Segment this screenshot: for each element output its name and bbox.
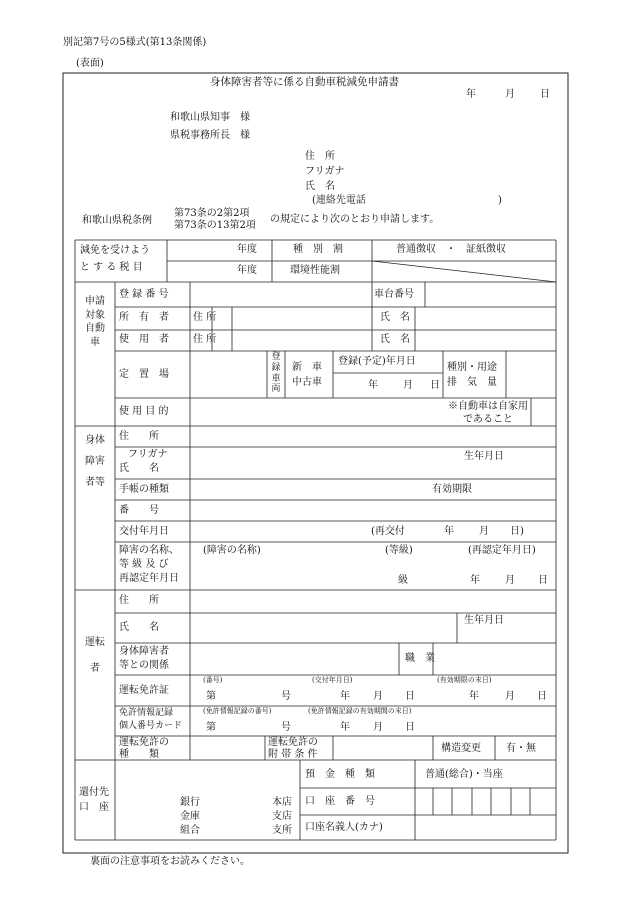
driver-license-type-line1: 運転免許の: [119, 737, 169, 748]
driver-birth-label: 生年月日: [464, 615, 504, 626]
driver-record-day: 日: [405, 722, 415, 733]
disabled-validity-label: 有効期限: [432, 484, 472, 495]
refund-section-label2: 口 座: [79, 802, 109, 813]
driver-record-dai: 第: [206, 722, 216, 733]
disabled-reissue-year: 年: [444, 526, 454, 537]
ordinance-name: 和歌山県税条例: [82, 215, 152, 226]
tax-nendo-1: 年度: [237, 244, 257, 255]
driver-record-line1: 免許情報記録: [119, 708, 174, 718]
driver-record-year: 年: [340, 722, 350, 733]
refund-head-office: 本店: [272, 797, 292, 808]
disabled-section-label: 身体障害者等: [85, 435, 105, 488]
driver-occupation-label: 職 業: [405, 653, 435, 664]
disabled-address-label: 住 所: [119, 431, 159, 442]
refund-deposit-type-value: 普通(総合)・当座: [425, 769, 503, 780]
driver-record-go: 号: [281, 722, 291, 733]
tax-type-kankyo: 環境性能割: [290, 265, 340, 276]
refund-section-label1: 還付先: [79, 787, 109, 798]
disabled-recert-month: 月: [505, 575, 515, 586]
driver-address-label: 住 所: [119, 595, 159, 606]
disabled-kyu: 級: [398, 575, 408, 586]
refund-shinkin: 金庫: [180, 811, 200, 822]
disabled-disability-label2: 等 級 及 び: [119, 559, 169, 570]
disabled-disability-label1: 障害の名称、: [119, 545, 179, 556]
vehicle-displacement-label: 排 気 量: [447, 377, 497, 388]
driver-structure-yes-no: 有・無: [506, 743, 536, 754]
disabled-furigana-label: フリガナ: [128, 449, 168, 460]
driver-relation-line2: 等との関係: [119, 660, 169, 671]
driver-license-issue-year: 年: [340, 691, 350, 702]
driver-license-issue-day: 日: [405, 691, 415, 702]
driver-license-expiry-month: 月: [505, 691, 515, 702]
driver-structure-change-label: 構造変更: [441, 743, 481, 754]
disabled-reissue-day: 日): [510, 526, 524, 537]
disabled-recert-year: 年: [470, 575, 480, 586]
footer-note: 裏面の注意事項をお読みください。: [90, 856, 250, 867]
driver-condition-line2: 附 帯 条 件: [268, 749, 318, 760]
form-title: 身体障害者等に係る自動車税減免申請書: [210, 76, 399, 88]
front-side-label: (表面): [76, 58, 104, 69]
driver-relation-line1: 身体障害者: [119, 646, 169, 657]
addressee-office: 県税事務所長 様: [170, 130, 250, 141]
vehicle-owner-name-label: 氏 名: [380, 312, 410, 323]
vehicle-reg-month: 月: [403, 380, 413, 391]
refund-account-no-label: 口 座 番 号: [305, 796, 375, 807]
driver-license-expiry-day: 日: [537, 691, 547, 702]
applicant-address-label: 住 所: [305, 151, 335, 162]
date-month-label: 月: [505, 89, 515, 100]
applicant-contact-open: (連絡先電話: [312, 195, 366, 206]
disabled-disability-name: (障害の名称): [203, 545, 261, 556]
refund-branch-shisho: 支所: [272, 825, 292, 836]
vehicle-type-use-label: 種別・用途: [447, 362, 497, 373]
disabled-grade-label: (等級): [385, 545, 413, 556]
disabled-disability-label3: 再認定年月日: [119, 573, 179, 584]
driver-license-expiry-small: (有効期限の末日): [437, 676, 492, 684]
driver-license-expiry-year: 年: [469, 691, 479, 702]
disabled-issue-date-label: 交付年月日: [119, 526, 169, 537]
applicant-furigana-label: フリガナ: [305, 166, 345, 177]
refund-bank: 銀行: [180, 797, 200, 808]
driver-section-label: 運転者: [85, 637, 105, 674]
vehicle-purpose-label: 使 用 目 的: [119, 406, 169, 417]
disabled-recert-day: 日: [538, 575, 548, 586]
driver-license-issue-small: (交付年月日): [312, 676, 353, 684]
driver-condition-line1: 運転免許の: [268, 737, 318, 748]
vehicle-storage-label: 定 置 場: [119, 369, 169, 380]
driver-record-expiry-small: (免許情報記録の有効期間の末日): [308, 707, 412, 715]
addressee-governor: 和歌山県知事 様: [170, 112, 250, 123]
disabled-name-label: 氏 名: [119, 463, 159, 474]
tax-type-shubetsu: 種 別 割: [293, 244, 343, 255]
driver-license-issue-month: 月: [373, 691, 383, 702]
driver-license-go: 号: [281, 691, 291, 702]
vehicle-reg-day: 日: [430, 380, 440, 391]
applicant-contact-close: ): [498, 195, 502, 206]
form-number-label: 別記第7号の5様式(第13条関係): [63, 37, 207, 48]
applicant-name-label: 氏 名: [305, 181, 335, 192]
driver-record-line2: 個人番号カード: [119, 721, 183, 731]
disabled-reissue-month: 月: [479, 526, 489, 537]
vehicle-note-line2: であること: [463, 414, 513, 425]
refund-account-holder-label: 口座名義人(カナ): [305, 822, 383, 833]
tax-collection-method: 普通徴収 ・ 証紙徴収: [396, 244, 506, 255]
vehicle-section-label: 申請対象自動車: [85, 296, 105, 348]
vehicle-owner-label: 所 有 者: [119, 312, 169, 323]
vehicle-reg-vehicle-label: 登録車両: [271, 352, 281, 395]
disabled-birth-label: 生年月日: [464, 451, 504, 462]
vehicle-note-line1: ※自動車は自家用: [448, 401, 528, 412]
vehicle-reg-no-label: 登 録 番 号: [119, 289, 169, 300]
vehicle-user-address-label: 住 所: [193, 334, 217, 345]
tax-label-line2: と す る 税 目: [80, 262, 143, 273]
vehicle-user-label: 使 用 者: [119, 334, 169, 345]
vehicle-reg-date-label: 登録(予定)年月日: [338, 356, 416, 367]
refund-deposit-type-label: 預 金 種 類: [305, 769, 375, 780]
date-day-label: 日: [540, 89, 550, 100]
driver-license-number-small: (番号): [203, 676, 223, 684]
driver-record-number-small: (免許情報記録の番号): [203, 707, 272, 715]
disabled-number-label: 番 号: [119, 505, 159, 516]
vehicle-owner-address-label: 住 所: [193, 312, 217, 323]
date-year-label: 年: [466, 89, 476, 100]
tax-nendo-2: 年度: [237, 265, 257, 276]
disabled-reissue-label: (再交付: [371, 526, 405, 537]
driver-name-label: 氏 名: [119, 622, 159, 633]
driver-license-dai: 第: [206, 691, 216, 702]
vehicle-used-car: 中古車: [292, 377, 322, 388]
ordinance-article-2: 第73条の13第2項: [174, 220, 256, 231]
vehicle-reg-year: 年: [368, 380, 378, 391]
disabled-recert-label: (再認定年月日): [468, 545, 536, 556]
vehicle-user-name-label: 氏 名: [380, 334, 410, 345]
vehicle-new-car: 新 車: [292, 362, 322, 373]
refund-kumiai: 組合: [180, 825, 200, 836]
driver-license-type-line2: 種 類: [119, 749, 159, 760]
vehicle-chassis-label: 車台番号: [374, 289, 414, 300]
ordinance-tail: の規定により次のとおり申請します。: [270, 214, 440, 225]
disabled-handbook-label: 手帳の種類: [119, 484, 169, 495]
refund-branch-shiten: 支店: [272, 811, 292, 822]
ordinance-article-1: 第73条の2第2項: [174, 208, 250, 219]
driver-record-month: 月: [373, 722, 383, 733]
tax-label-line1: 減免を受けよう: [80, 245, 150, 256]
driver-license-label: 運転免許証: [119, 685, 169, 696]
